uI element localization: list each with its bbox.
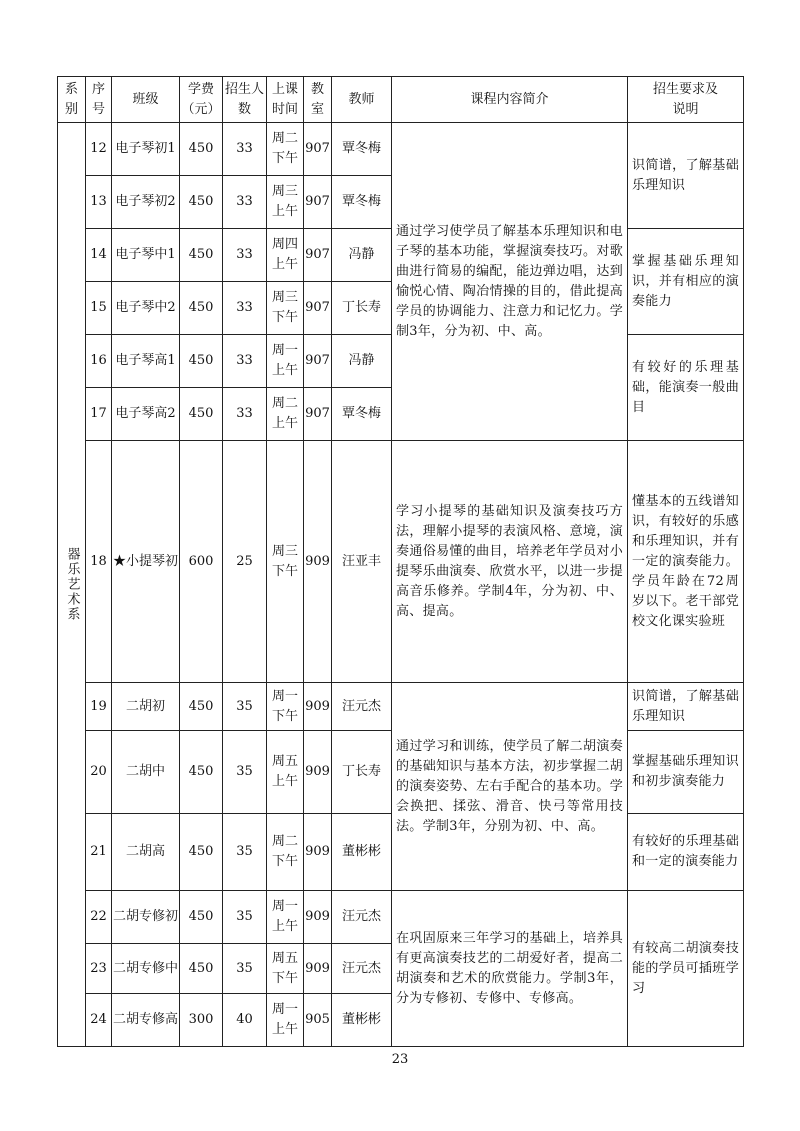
- row-no: 18: [86, 441, 112, 683]
- row-time: 周三下午: [267, 441, 304, 683]
- row-fee: 450: [180, 683, 223, 731]
- row-class: 二胡专修初: [112, 891, 180, 944]
- row-fee: 450: [180, 176, 223, 229]
- row-room: 907: [304, 123, 332, 176]
- row-class: 电子琴高1: [112, 335, 180, 388]
- row-teacher: 汪元杰: [332, 944, 392, 994]
- row-class: 电子琴初2: [112, 176, 180, 229]
- row-room: 909: [304, 814, 332, 891]
- row-enroll: 35: [223, 944, 267, 994]
- row-teacher: 冯静: [332, 229, 392, 282]
- row-no: 22: [86, 891, 112, 944]
- table-row: [58, 891, 744, 944]
- row-time: 周三上午: [267, 176, 304, 229]
- row-fee: 450: [180, 731, 223, 814]
- row-no: 17: [86, 388, 112, 441]
- row-fee: 450: [180, 335, 223, 388]
- row-enroll: 40: [223, 994, 267, 1047]
- req-20: 掌握基础乐理知识和初步演奏能力: [628, 731, 744, 814]
- row-no: 15: [86, 282, 112, 335]
- desc-keyboard: 通过学习使学员了解基本乐理知识和电子琴的基本功能，掌握演奏技巧。对歌曲进行简易的编配，能边弹边唱，达到愉悦心情、陶冶情操的目的，借此提高学员的协调能力、注意力和记忆力。学制3年，分为初、中、高。: [392, 123, 628, 441]
- row-no: 21: [86, 814, 112, 891]
- table-row: [58, 123, 744, 176]
- row-class: 电子琴中1: [112, 229, 180, 282]
- course-table: [57, 76, 744, 1047]
- row-enroll: 33: [223, 176, 267, 229]
- header-teacher: 教师: [332, 77, 392, 123]
- row-time: 周二下午: [267, 814, 304, 891]
- row-no: 13: [86, 176, 112, 229]
- row-teacher: 丁长寿: [332, 282, 392, 335]
- row-time: 周一上午: [267, 891, 304, 944]
- row-class: 二胡初: [112, 683, 180, 731]
- row-room: 905: [304, 994, 332, 1047]
- row-no: 12: [86, 123, 112, 176]
- req-12: 识简谱，了解基础乐理知识: [628, 123, 744, 229]
- row-time: 周三下午: [267, 282, 304, 335]
- row-teacher: 冯静: [332, 335, 392, 388]
- row-no: 20: [86, 731, 112, 814]
- row-teacher: 丁长寿: [332, 731, 392, 814]
- row-teacher: 汪元杰: [332, 891, 392, 944]
- row-fee: 450: [180, 388, 223, 441]
- row-room: 907: [304, 335, 332, 388]
- row-enroll: 33: [223, 123, 267, 176]
- row-enroll: 33: [223, 282, 267, 335]
- row-class: 电子琴中2: [112, 282, 180, 335]
- row-fee: 450: [180, 282, 223, 335]
- row-class: ★小提琴初: [112, 441, 180, 683]
- row-room: 909: [304, 891, 332, 944]
- req-14: 掌握基础乐理知识，并有相应的演奏能力: [628, 229, 744, 335]
- row-fee: 450: [180, 123, 223, 176]
- header-row: [58, 77, 744, 123]
- row-fee: 450: [180, 229, 223, 282]
- row-time: 周一上午: [267, 994, 304, 1047]
- row-teacher: 董彬彬: [332, 814, 392, 891]
- row-teacher: 汪元杰: [332, 683, 392, 731]
- row-teacher: 覃冬梅: [332, 176, 392, 229]
- row-class: 电子琴高2: [112, 388, 180, 441]
- header-room: 教室: [304, 77, 332, 123]
- row-enroll: 33: [223, 335, 267, 388]
- row-teacher: 董彬彬: [332, 994, 392, 1047]
- row-no: 16: [86, 335, 112, 388]
- row-room: 909: [304, 944, 332, 994]
- row-room: 907: [304, 176, 332, 229]
- row-enroll: 33: [223, 388, 267, 441]
- row-fee: 300: [180, 994, 223, 1047]
- header-fee: 学费（元）: [180, 77, 223, 123]
- row-room: 907: [304, 229, 332, 282]
- row-fee: 600: [180, 441, 223, 683]
- row-class: 二胡专修高: [112, 994, 180, 1047]
- row-time: 周四上午: [267, 229, 304, 282]
- row-room: 909: [304, 441, 332, 683]
- row-room: 909: [304, 683, 332, 731]
- req-19: 识简谱，了解基础乐理知识: [628, 683, 744, 731]
- row-teacher: 覃冬梅: [332, 388, 392, 441]
- row-time: 周一下午: [267, 683, 304, 731]
- header-req: 招生要求及说明: [628, 77, 744, 123]
- row-class: 二胡专修中: [112, 944, 180, 994]
- row-no: 14: [86, 229, 112, 282]
- header-dept: 系别: [58, 77, 86, 123]
- row-enroll: 35: [223, 891, 267, 944]
- desc-erhu: 通过学习和训练，使学员了解二胡演奏的基础知识与基本方法，初步掌握二胡的演奏姿势、左右手配合的基本功。学会换把、揉弦、滑音、快弓等常用技法。学制3年，分别为初、中、高。: [392, 683, 628, 891]
- table-row: [58, 441, 744, 683]
- header-desc: 课程内容简介: [392, 77, 628, 123]
- row-room: 909: [304, 731, 332, 814]
- req-21: 有较好的乐理基础和一定的演奏能力: [628, 814, 744, 891]
- row-fee: 450: [180, 944, 223, 994]
- desc-erhu-advanced: 在巩固原来三年学习的基础上，培养具有更高演奏技艺的二胡爱好者，提高二胡演奏和艺术的欣赏能力。学制3年，分为专修初、专修中、专修高。: [392, 891, 628, 1047]
- row-enroll: 35: [223, 731, 267, 814]
- row-enroll: 35: [223, 683, 267, 731]
- req-16: 有较好的乐理基础，能演奏一般曲目: [628, 335, 744, 441]
- table-row: [58, 683, 744, 731]
- row-time: 周二下午: [267, 123, 304, 176]
- row-no: 24: [86, 994, 112, 1047]
- page-number: 23: [391, 1052, 409, 1067]
- header-time: 上课时间: [267, 77, 304, 123]
- row-teacher: 汪亚丰: [332, 441, 392, 683]
- row-time: 周五上午: [267, 731, 304, 814]
- row-fee: 450: [180, 814, 223, 891]
- row-time: 周一上午: [267, 335, 304, 388]
- row-enroll: 35: [223, 814, 267, 891]
- row-no: 23: [86, 944, 112, 994]
- header-enroll: 招生人数: [223, 77, 267, 123]
- req-22: 有较高二胡演奏技能的学员可插班学习: [628, 891, 744, 1047]
- row-class: 二胡中: [112, 731, 180, 814]
- row-room: 907: [304, 388, 332, 441]
- desc-violin: 学习小提琴的基础知识及演奏技巧方法，理解小提琴的表演风格、意境，演奏通俗易懂的曲目，培养老年学员对小提琴乐曲演奏、欣赏水平，以进一步提高音乐修养。学制4年，分为初、中、高、提高。: [392, 441, 628, 683]
- header-class: 班级: [112, 77, 180, 123]
- header-no: 序号: [86, 77, 112, 123]
- row-time: 周五下午: [267, 944, 304, 994]
- row-time: 周二上午: [267, 388, 304, 441]
- row-room: 907: [304, 282, 332, 335]
- req-18: 懂基本的五线谱知识，有较好的乐感和乐理知识，并有一定的演奏能力。学员年龄在72周岁以下。老干部党校文化课实验班: [628, 441, 744, 683]
- row-teacher: 覃冬梅: [332, 123, 392, 176]
- department-cell: 器乐艺术系: [58, 123, 86, 1047]
- row-class: 电子琴初1: [112, 123, 180, 176]
- row-enroll: 25: [223, 441, 267, 683]
- row-class: 二胡高: [112, 814, 180, 891]
- row-fee: 450: [180, 891, 223, 944]
- row-enroll: 33: [223, 229, 267, 282]
- row-no: 19: [86, 683, 112, 731]
